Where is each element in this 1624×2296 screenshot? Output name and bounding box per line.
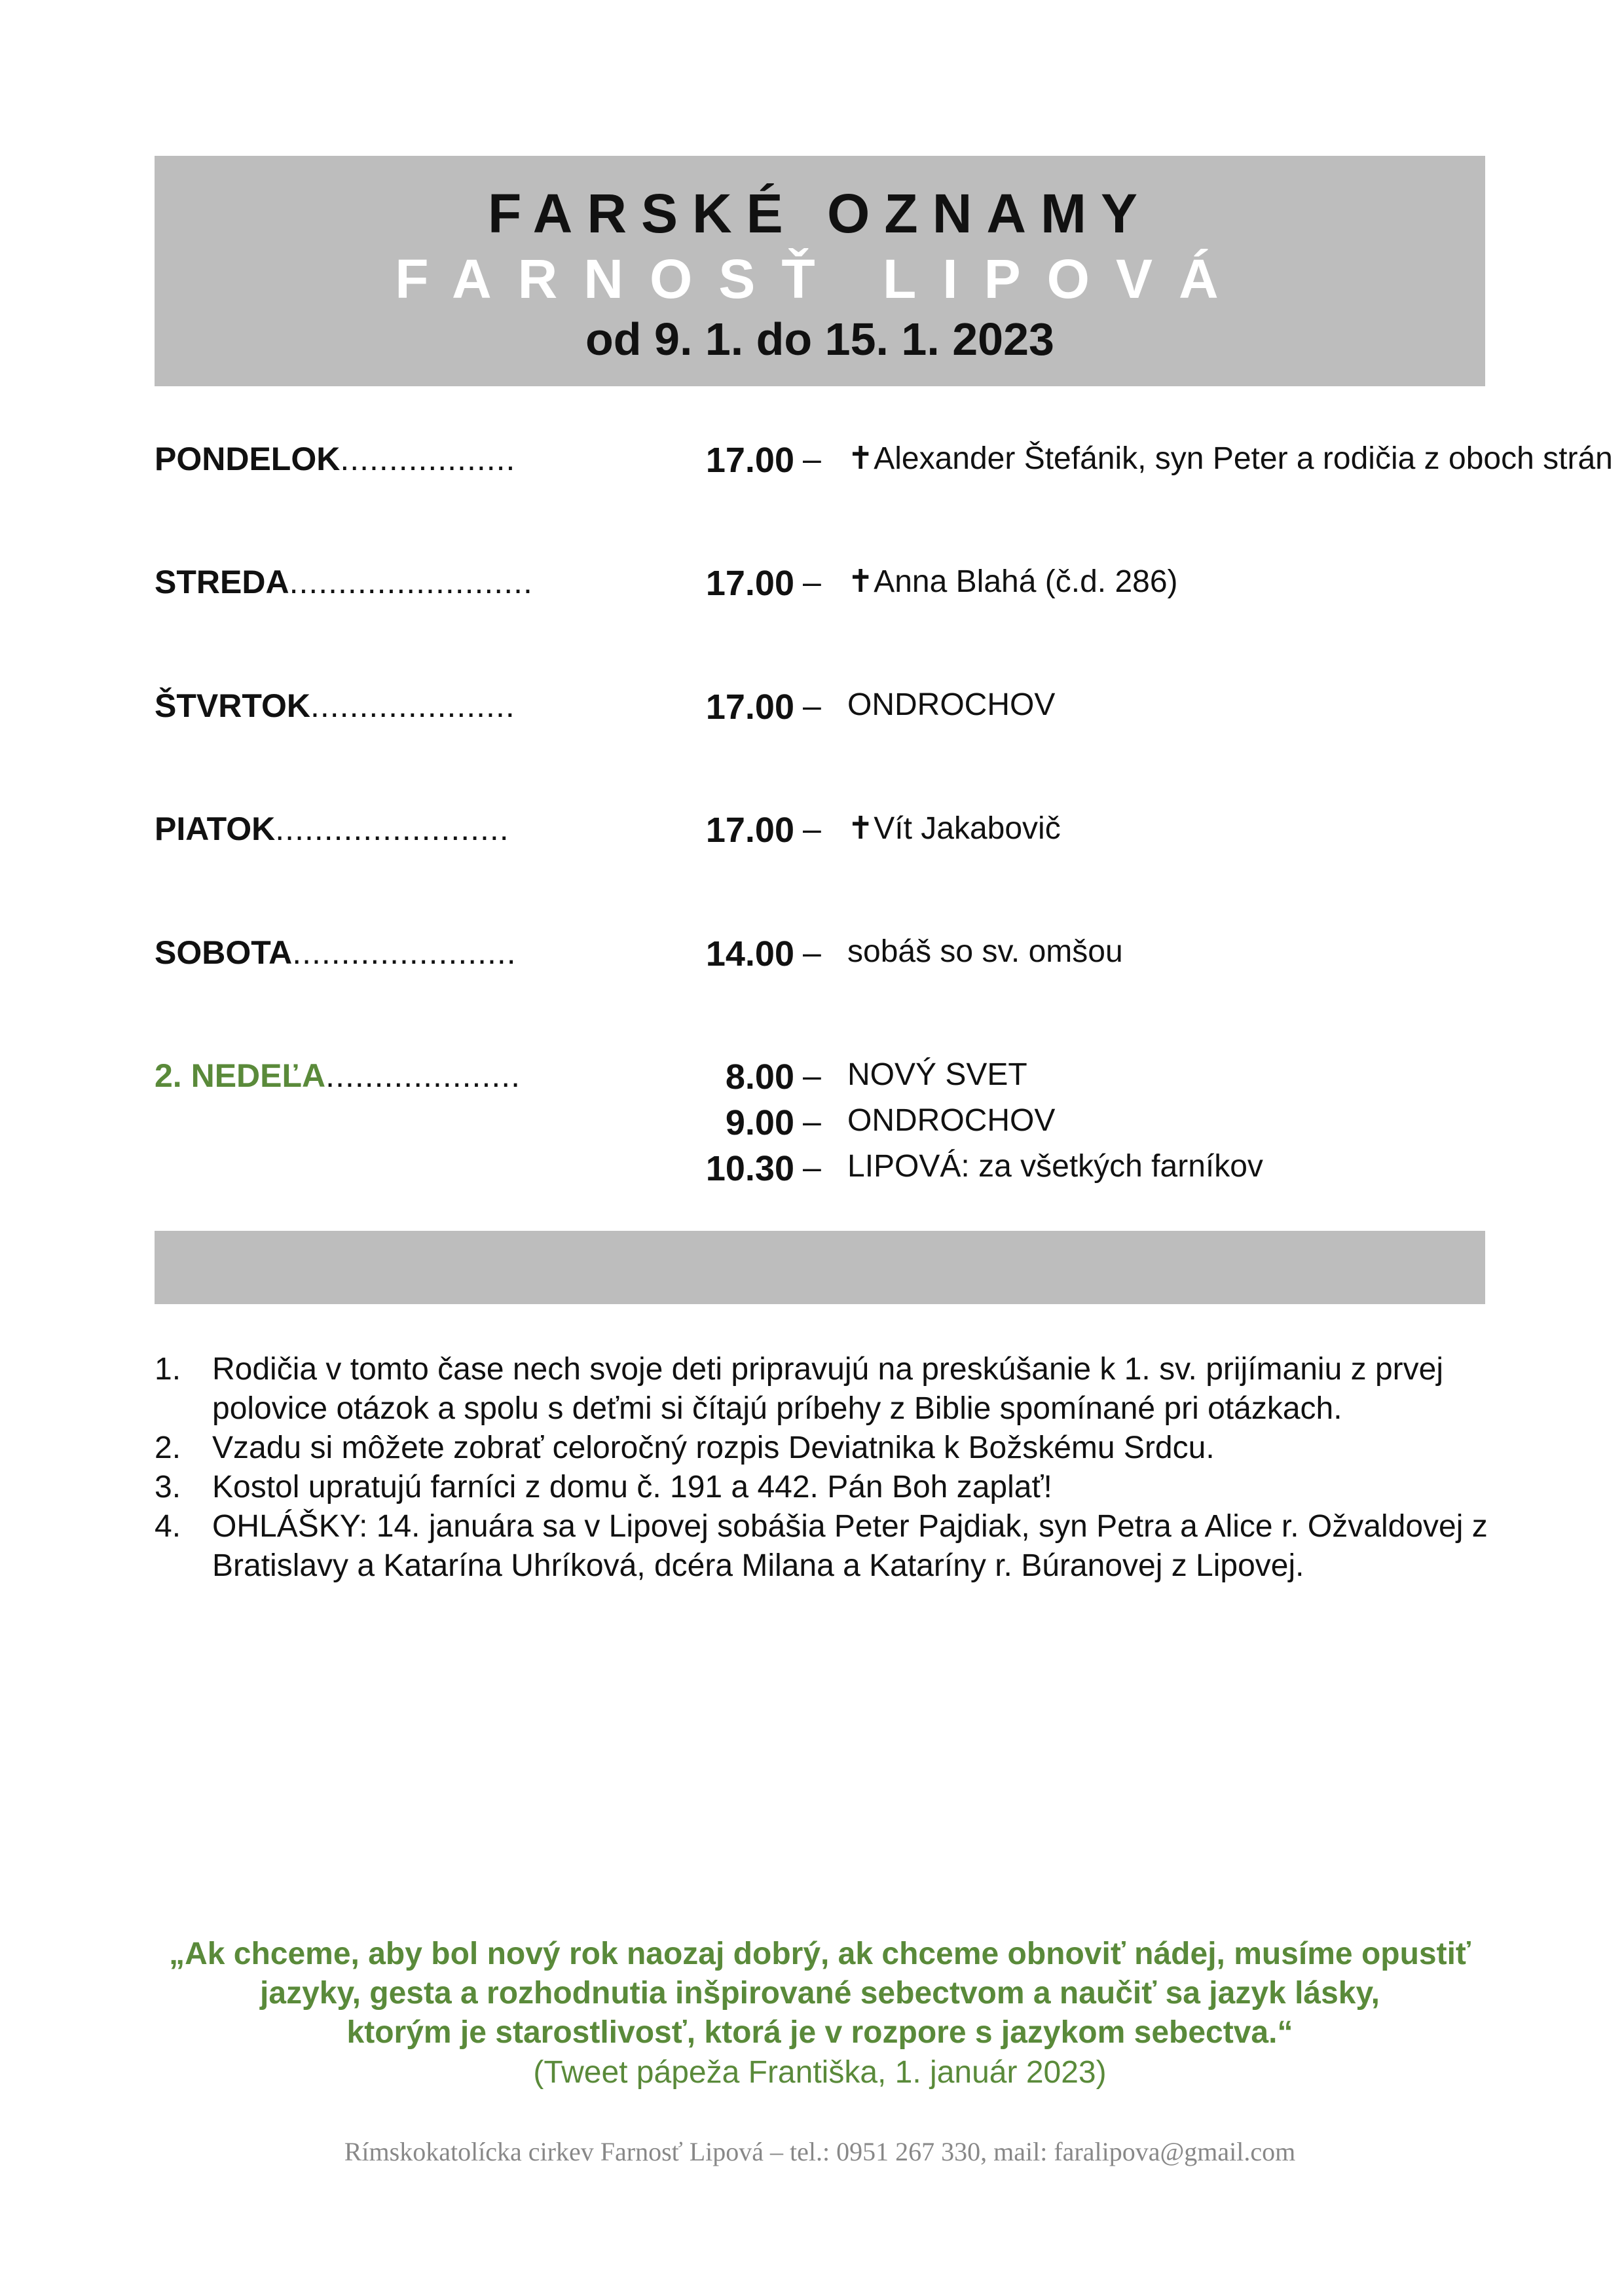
mass-intention: ONDROCHOV xyxy=(847,1103,1056,1138)
day-name: ŠTVRTOK..................... xyxy=(155,687,515,724)
item-number: 1. xyxy=(155,1352,181,1387)
day-name: PONDELOK.................. xyxy=(155,441,516,477)
day-name: SOBOTA....................... xyxy=(155,934,517,971)
item-text: Kostol upratujú farníci z domu č. 191 a 442. Pán Boh zaplať! xyxy=(212,1470,1052,1504)
dash: – xyxy=(803,1103,821,1140)
list-item xyxy=(155,1507,1490,1586)
mass-time: 17.00 xyxy=(705,811,794,850)
date-range: od 9. 1. do 15. 1. 2023 xyxy=(585,314,1054,365)
footer-contact: Rímskokatolícka cirkev Farnosť Lipová – tel.: 0951 267 330, mail: faralipova@gmail.com xyxy=(344,2137,1296,2166)
dash: – xyxy=(803,811,821,847)
quote-line: ktorým je starostlivosť, ktorá je v rozpore s jazykom sebectva.“ xyxy=(346,2015,1293,2050)
day-name: 2. NEDEĽA.................... xyxy=(155,1057,521,1094)
parish-name: FARNOSŤ LIPOVÁ xyxy=(395,248,1245,310)
mass-time: 14.00 xyxy=(705,934,794,974)
announcements-list xyxy=(155,1350,1490,1586)
list-item xyxy=(155,1429,1490,1468)
mass-intention: LIPOVÁ: za všetkých farníkov xyxy=(847,1149,1263,1184)
page-title: FARSKÉ OZNAMY xyxy=(487,183,1153,244)
list-item xyxy=(155,1350,1490,1429)
mass-intention: ✝Vít Jakabovič xyxy=(847,811,1061,846)
mass-time: 17.00 xyxy=(705,441,794,480)
day-name: STREDA......................... xyxy=(155,564,533,600)
dash: – xyxy=(803,441,821,477)
mass-intention: ✝Alexander Štefánik, syn Peter a rodičia z oboch strán xyxy=(847,441,1613,476)
item-number: 2. xyxy=(155,1430,181,1465)
dash: – xyxy=(803,1057,821,1094)
pope-quote xyxy=(155,1935,1485,2052)
dash: – xyxy=(803,934,821,971)
mass-time: 17.00 xyxy=(705,687,794,727)
item-text: OHLÁŠKY: 14. januára sa v Lipovej sobášia Peter Pajdiak, syn Petra a Alice r. Ožvaldovej z Bratislavy a Katarína Uhríková, dcéra Milana a Kataríny r. Búranovej z Lipovej. xyxy=(212,1509,1488,1583)
divider-banner xyxy=(155,1231,1485,1304)
mass-intention: ✝Anna Blahá (č.d. 286) xyxy=(847,564,1178,599)
dash: – xyxy=(803,564,821,600)
item-number: 3. xyxy=(155,1470,181,1504)
mass-time: 9.00 xyxy=(725,1103,794,1142)
quote-line: jazyky, gesta a rozhodnutia inšpirované sebectvom a naučiť sa jazyk lásky, xyxy=(260,1976,1380,2011)
list-item xyxy=(155,1468,1490,1507)
item-text: Vzadu si môžete zobrať celoročný rozpis Deviatnika k Božskému Srdcu. xyxy=(212,1430,1215,1465)
mass-intention: NOVÝ SVET xyxy=(847,1057,1027,1092)
dash: – xyxy=(803,1149,821,1186)
mass-intention: sobáš so sv. omšou xyxy=(847,934,1123,969)
mass-time: 8.00 xyxy=(725,1057,794,1097)
day-name: PIATOK........................ xyxy=(155,811,509,847)
item-text: Rodičia v tomto čase nech svoje deti pripravujú na preskúšanie k 1. sv. prijímaniu z prvej polovice otázok a spolu s deťmi si čítajú príbehy z Biblie spomínané pri otázkach. xyxy=(212,1352,1443,1426)
mass-time: 10.30 xyxy=(705,1149,794,1188)
quote-source: (Tweet pápeža Františka, 1. január 2023) xyxy=(533,2055,1107,2090)
mass-intention: ONDROCHOV xyxy=(847,687,1056,722)
dash: – xyxy=(803,687,821,724)
quote-line: „Ak chceme, aby bol nový rok naozaj dobrý, ak chceme obnoviť nádej, musíme opustiť xyxy=(169,1937,1471,1971)
mass-time: 17.00 xyxy=(705,564,794,603)
item-number: 4. xyxy=(155,1509,181,1544)
header-banner xyxy=(155,156,1485,386)
